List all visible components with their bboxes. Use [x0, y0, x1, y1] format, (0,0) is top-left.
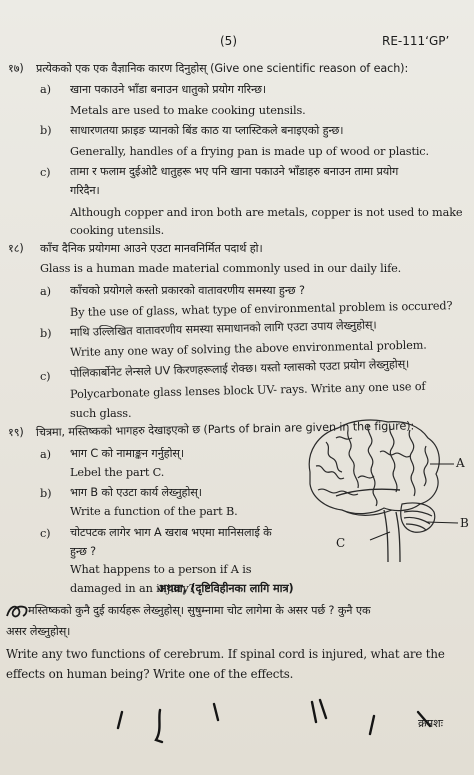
q18-b-english: Write any one way of solving the above environmental problem. [69, 338, 427, 359]
q17-c-english-1: Although copper and iron both are metals, copper is not used to make [70, 206, 463, 219]
brain-illustration [296, 412, 474, 562]
q19-c-nepali-2: हुन्छ ? [70, 545, 96, 558]
q19-c-english-2: damaged in an injury? [70, 582, 195, 595]
q18-c-english-2: such glass. [70, 407, 132, 420]
paper-code: RE-111‘GP’ [382, 34, 450, 48]
q18-a-label: a) [40, 285, 51, 298]
q18-c-label: c) [40, 370, 51, 383]
brain-figure [296, 412, 474, 562]
q19-prompt: चित्रमा, मस्तिष्कको भागहरु देखाइएको छ (Parts of brain are given in the figure): [35, 419, 415, 439]
q19-a-nepali: भाग C को नामाङ्कन गर्नुहोस्। [70, 447, 185, 460]
q17-b-nepali: साधारणतया फ्राइङ प्यानको बिंड काठ या प्लास्टिकले बनाइएको हुन्छ। [70, 124, 344, 137]
q19-c-label: c) [40, 527, 51, 540]
q17-number: १७) [8, 62, 24, 75]
pen-scribbles [0, 690, 474, 775]
q18-c-nepali: पोलिकार्बोनेट लेन्सले UV किरणहरूलाई रोक्छ। यस्तो ग्लासको एउटा प्रयोग लेख्नुहोस्। [69, 357, 410, 380]
q19-a-label: a) [40, 448, 51, 461]
q19-c-nepali-1: चोटपटक लागेर भाग A खराब भएमा मानिसलाई के [70, 526, 272, 539]
q19-number: १९) [8, 426, 24, 439]
or-question-nepali-1: मस्तिष्कको कुनै दुई कार्यहरू लेख्नुहोस्। सुषुम्नामा चोट लागेमा के असर पर्छ ? कुनै एक [28, 604, 371, 617]
q17-a-nepali: खाना पकाउने भाँडा बनाउन धातुको प्रयोग गरिन्छ। [70, 83, 267, 96]
q18-english: Glass is a human made material commonly used in our daily life. [40, 262, 402, 275]
pen-mark-icon [4, 600, 30, 622]
q19-b-label: b) [40, 487, 52, 500]
q19-a-english: Lebel the part C. [70, 466, 165, 479]
q19-b-nepali: भाग B को एउटा कार्य लेख्नुहोस्। [70, 486, 202, 499]
q17-a-english: Metals are used to make cooking utensils. [70, 104, 306, 117]
q19-c-english-1: What happens to a person if A is [70, 563, 252, 576]
or-heading: अथवा, (दृष्टिविहीनका लागि मात्र) [158, 582, 294, 595]
brain-label-a: A [456, 456, 465, 470]
page-number: (5) [220, 34, 237, 48]
q17-prompt: प्रत्येकको एक एक वैज्ञानिक कारण दिनुहोस् (Give one scientific reason of each): [36, 62, 409, 75]
q17-c-label: c) [40, 166, 51, 179]
q18-c-english-1: Polycarbonate glass lenses block UV- rays. Write any one use of [69, 379, 426, 401]
q17-c-english-2: cooking utensils. [70, 224, 165, 237]
q18-a-english: By the use of glass, what type of environmental problem is occured? [69, 299, 453, 319]
q18-nepali: काँच दैनिक प्रयोगमा आउने एउटा मानवनिर्मित पदार्थ हो। [40, 242, 263, 255]
brain-label-b: B [460, 516, 469, 530]
or-question-nepali-2: असर लेख्नुहोस्। [6, 625, 71, 638]
brain-label-c: C [336, 536, 346, 550]
q17-c-nepali-1: तामा र फलाम दुईओटै धातुहरू भए पनि खाना पकाउने भाँडाहरु बनाउन तामा प्रयोग [70, 165, 399, 178]
q17-b-english: Generally, handles of a frying pan is made up of wood or plastic. [70, 145, 429, 158]
or-question-english-2: effects on human being? Write one of the effects. [6, 667, 294, 681]
q17-b-label: b) [40, 124, 52, 137]
q17-c-nepali-2: गरिदैन। [70, 184, 100, 197]
q18-number: १८) [8, 242, 24, 255]
q18-b-label: b) [40, 327, 52, 340]
q19-b-english: Write a function of the part B. [70, 505, 238, 518]
q18-a-nepali: काँचको प्रयोगले कस्तो प्रकारको वातावरणीय समस्या हुन्छ ? [70, 284, 305, 297]
continue-marker: क्रमशः [418, 717, 443, 730]
or-question-english-1: Write any two functions of cerebrum. If spinal cord is injured, what are the [6, 647, 445, 661]
q18-b-nepali: माथि उल्लिखित वातावरणीय समस्या समाधानको लागि एउटा उपाय लेख्नुहोस्। [69, 318, 377, 339]
q17-a-label: a) [40, 83, 51, 96]
